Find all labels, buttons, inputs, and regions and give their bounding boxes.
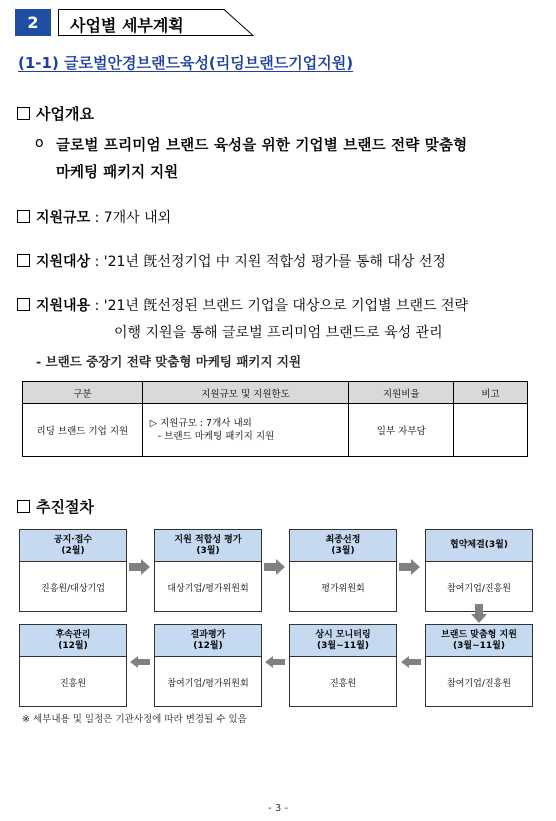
overview-heading-text: 사업개요 [36,105,94,123]
process-step-actor: 평가위원회 [321,583,365,594]
table-cell-note [454,404,528,457]
process-step-header [20,530,126,562]
process-step-actor: 참여기업/평가위원회 [167,678,249,689]
process-step-header [155,625,261,657]
table-header-cell: 지원규모 및 지원한도 [142,382,349,404]
process-step-header [426,530,532,562]
checkbox-icon [17,210,30,223]
support-scale-text: : 7개사 내외 [94,210,172,226]
process-step-3 [289,529,397,612]
section-title-box [58,9,254,36]
process-step-2 [154,529,262,612]
process-step-period: (3월~11월) [453,640,505,651]
table-header-row [23,382,528,404]
process-step-6 [289,624,397,707]
process-step-period: (12월) [193,640,223,651]
process-step-8 [19,624,127,707]
process-step-title: 브랜드 맞춤형 지원 [441,629,517,640]
process-step-actor: 진흥원 [59,678,87,689]
process-step-title: 후속관리 [55,629,91,640]
arrow-right-icon [264,559,286,575]
table-cell-category: 리딩 브랜드 기업 지원 [23,404,143,457]
process-step-5 [425,624,533,707]
process-step-header [155,530,261,562]
support-contents-line-1: : '21년 旣선정된 브랜드 기업을 대상으로 기업별 브랜드 전략 [94,298,469,314]
overview-line-1: 글로벌 프리미엄 브랜드 육성을 위한 기업별 브랜드 전략 맞춤형 [56,138,468,154]
table-cell-detail [142,404,349,457]
process-step-1 [19,529,127,612]
table-detail-line-1: ▷ 지원규모 : 7개사 내외 [149,418,252,429]
support-target-text: : '21년 旣선정기업 中 지원 적합성 평가를 통해 대상 선정 [94,254,446,270]
process-step-actor: 대상기업/평가위원회 [167,583,249,594]
overview-line-2: 마케팅 패키지 지원 [56,165,179,181]
arrow-left-icon [401,656,421,668]
process-step-period: (12월) [58,640,88,651]
process-step-4 [425,529,533,612]
subtitle: (1-1) 글로벌안경브랜드육성(리딩브랜드기업지원) [18,54,354,72]
support-contents-row [17,295,468,315]
process-step-actor: 진흥원/대상기업 [41,583,105,594]
process-step-actor: 진흥원 [329,678,357,689]
support-plan-table [22,381,528,457]
process-step-header [290,625,396,657]
arrow-left-icon [130,656,150,668]
process-step-title: 지원 적합성 평가 [174,534,242,545]
checkbox-icon [17,500,30,513]
table-header-cell: 구분 [23,382,143,404]
support-scale-row [17,207,171,227]
process-step-title: 협약체결(3월) [450,540,508,550]
table-header-cell: 비고 [454,382,528,404]
support-scale-heading: 지원규모 [36,210,91,226]
table-cell-ratio: 일부 자부담 [349,404,454,457]
process-step-period: (2월) [61,545,85,556]
process-step-7 [154,624,262,707]
process-step-actor: 참여기업/진흥원 [447,583,511,594]
table-row [23,404,528,457]
process-heading-text: 추진절차 [36,498,94,516]
table-detail-line-2: - 브랜드 마케팅 패키지 지원 [157,431,275,442]
support-target-heading: 지원대상 [36,254,91,270]
process-step-period: (3월) [196,545,220,556]
footnote: ※ 세부내용 및 일정은 기관사정에 따라 변경될 수 있음 [22,714,247,725]
support-contents-line-2: 이행 지원을 통해 글로벌 프리미엄 브랜드로 육성 관리 [114,325,443,341]
process-step-header [426,625,532,657]
process-step-title: 최종선정 [325,534,361,545]
process-step-actor: 참여기업/진흥원 [447,678,511,689]
section-title: 사업별 세부계획 [70,16,184,35]
process-step-title: 결과평가 [190,629,226,640]
arrow-right-icon [399,559,421,575]
page-number: - 3 - [268,803,288,814]
package-note: - 브랜드 중장기 전략 맞춤형 마케팅 패키지 지원 [36,354,302,369]
process-step-title: 공지·접수 [53,534,93,545]
checkbox-icon [17,107,30,120]
process-step-header [290,530,396,562]
support-target-row [17,251,446,271]
arrow-down-icon [471,604,487,623]
overview-heading [17,103,94,124]
section-number-badge: 2 [15,9,51,36]
arrow-right-icon [129,559,151,575]
bullet-icon: o [35,135,44,151]
checkbox-icon [17,254,30,267]
checkbox-icon [17,298,30,311]
arrow-left-icon [265,656,285,668]
process-step-period: (3월) [331,545,355,556]
process-step-header [20,625,126,657]
table-header-cell: 지원비율 [349,382,454,404]
process-heading [17,496,94,517]
process-step-title: 상시 모니터링 [315,629,371,640]
support-contents-heading: 지원내용 [36,298,91,314]
process-step-period: (3월~11월) [317,640,369,651]
